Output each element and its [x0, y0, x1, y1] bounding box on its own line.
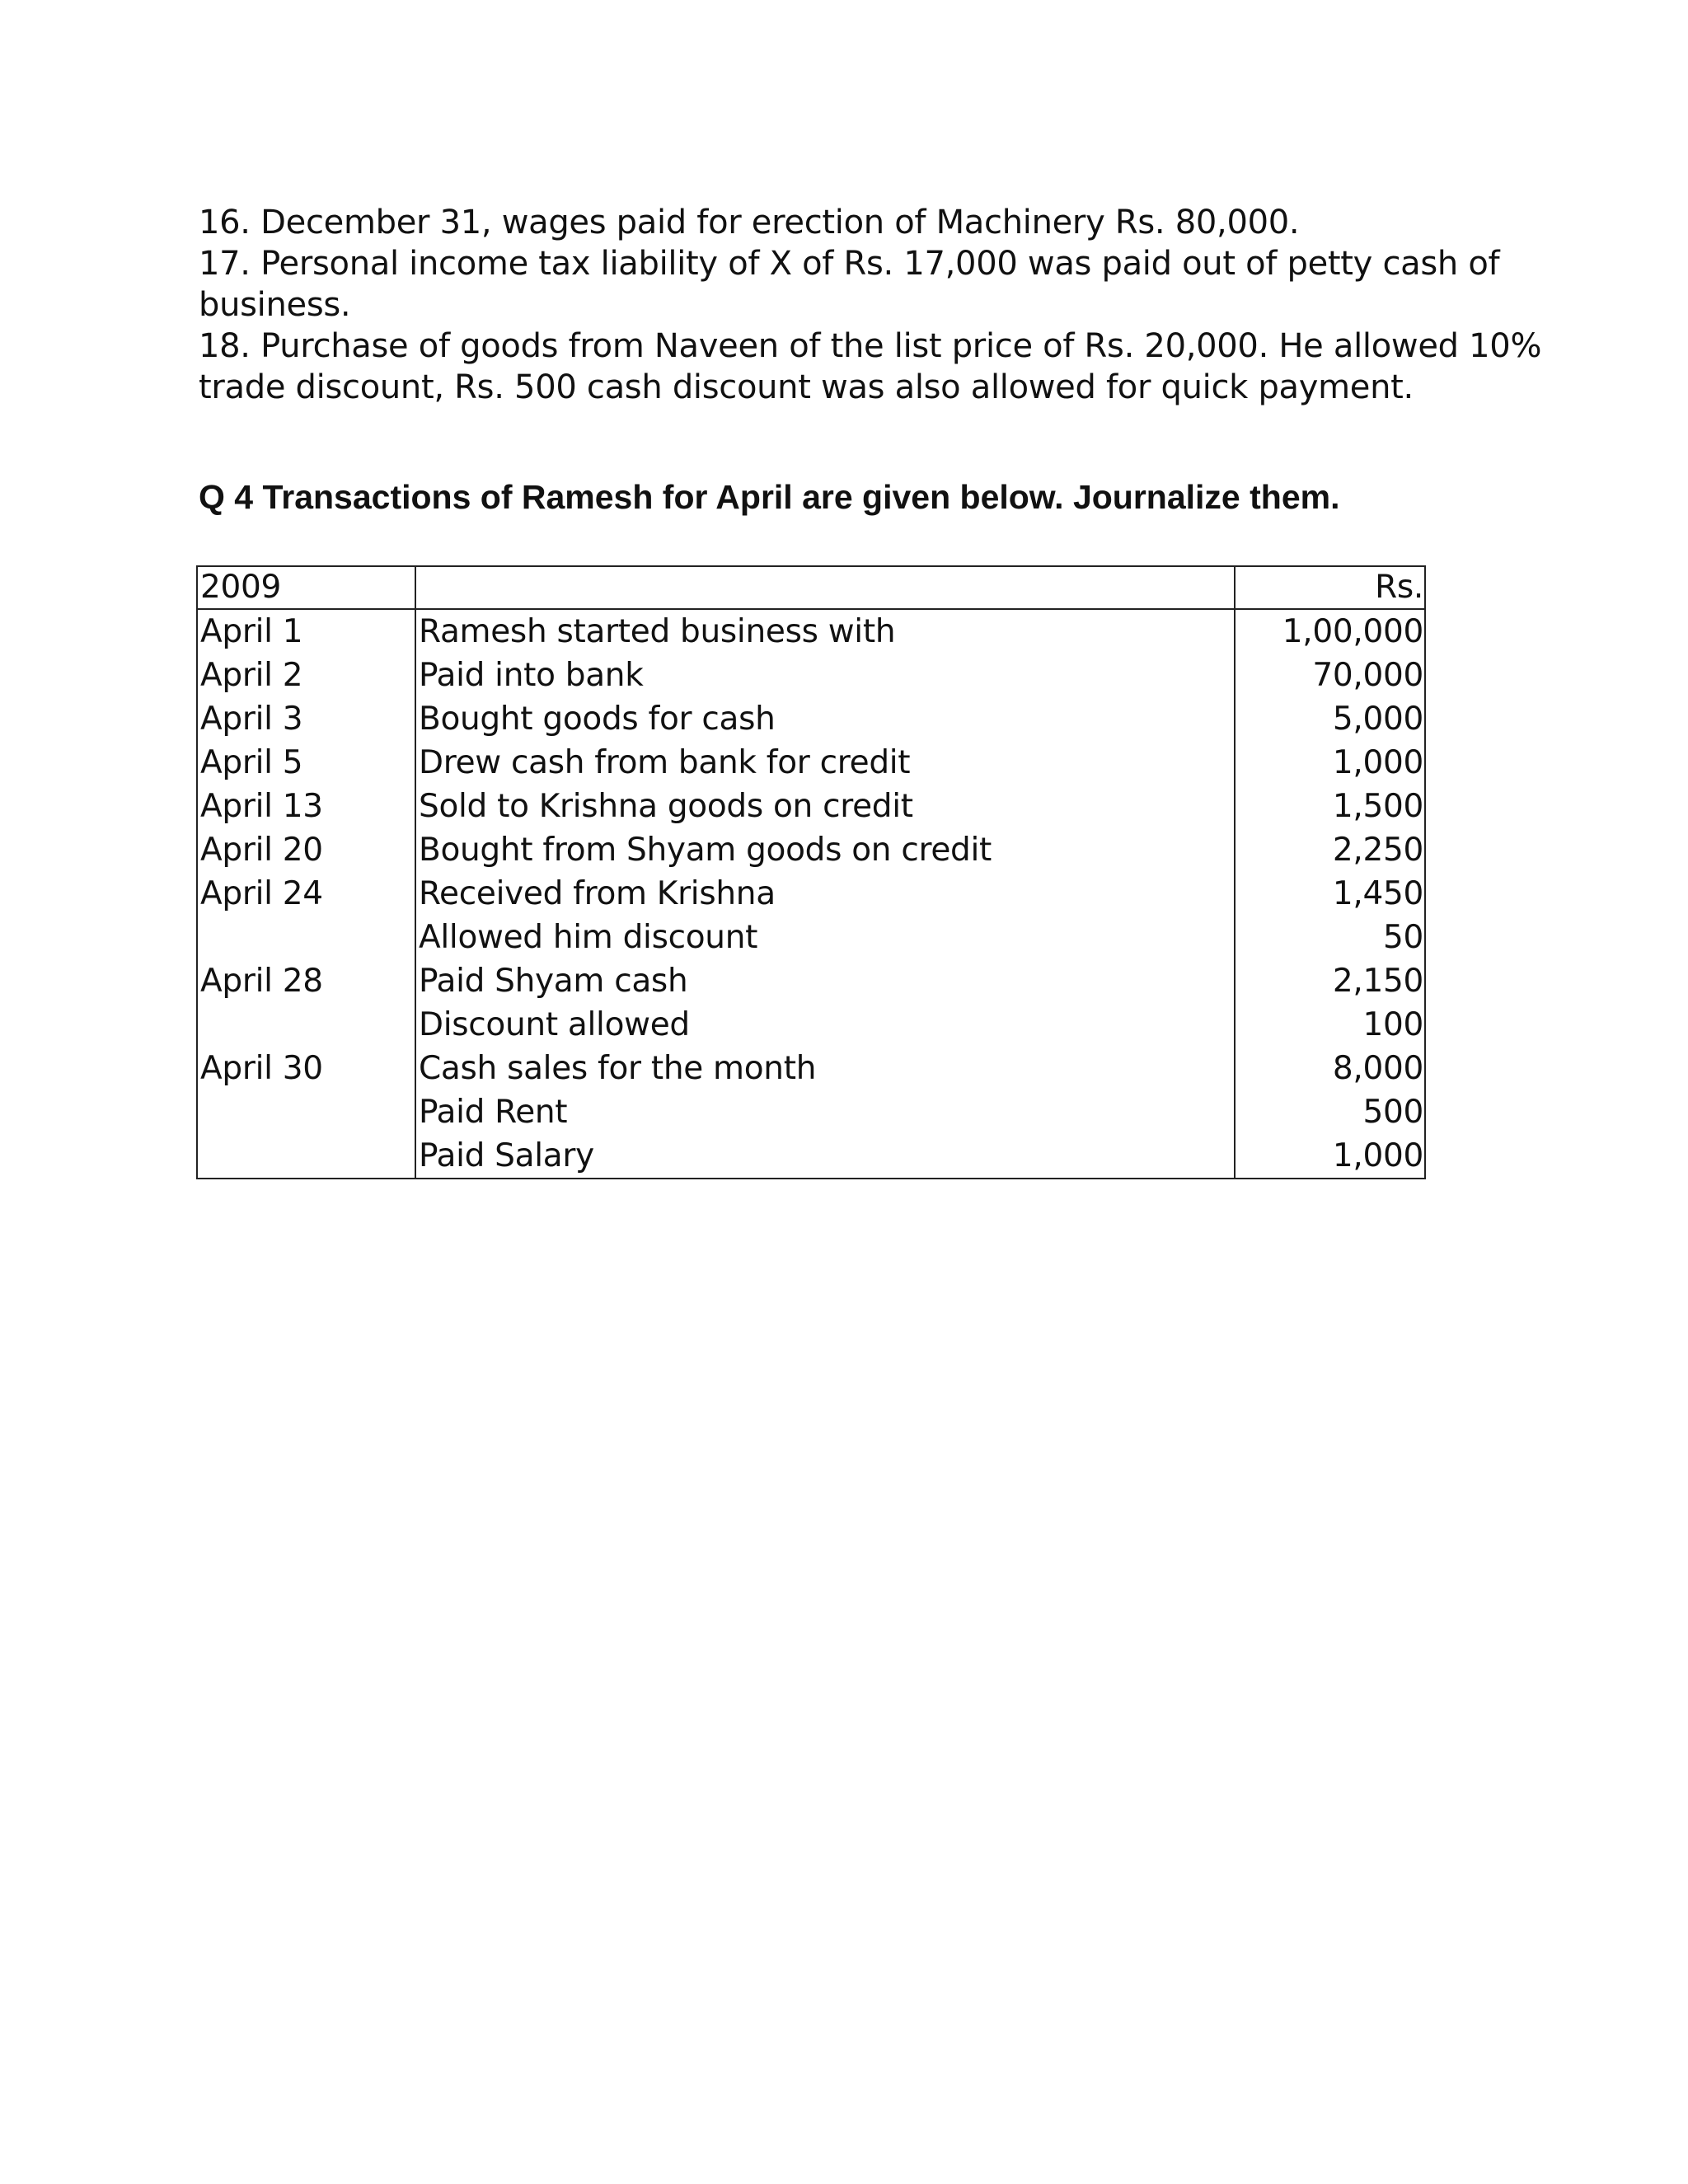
table-row: [197, 697, 1425, 741]
row-description: Bought from Shyam goods on credit: [415, 828, 1235, 872]
row-date: April 2: [197, 654, 415, 697]
transactions-table: [196, 565, 1426, 1179]
item-17-text-line-2: business.: [199, 286, 351, 324]
header-description: [415, 566, 1235, 609]
table-row: [197, 1134, 1425, 1179]
row-amount: 2,150: [1235, 959, 1425, 1003]
row-amount: 8,000: [1235, 1047, 1425, 1090]
row-description: Paid Salary: [415, 1134, 1235, 1179]
row-description: Paid Rent: [415, 1090, 1235, 1134]
item-17-text-line-1: 17. Personal income tax liability of X of Rs. 17,000 was paid out of petty cash of: [199, 245, 1500, 283]
row-description: Bought goods for cash: [415, 697, 1235, 741]
item-16-text: 16. December 31, wages paid for erection of Machinery Rs. 80,000.: [199, 204, 1300, 241]
row-date: [197, 1003, 415, 1047]
question-4-heading: Q 4 Transactions of Ramesh for April are given below. Journalize them.: [199, 478, 1340, 516]
row-date: April 13: [197, 785, 415, 828]
table-row: [197, 741, 1425, 785]
row-description: Drew cash from bank for credit: [415, 741, 1235, 785]
row-date: April 3: [197, 697, 415, 741]
row-amount: 5,000: [1235, 697, 1425, 741]
row-date: [197, 1134, 415, 1179]
table-row: [197, 1047, 1425, 1090]
row-amount: 100: [1235, 1003, 1425, 1047]
row-description: Cash sales for the month: [415, 1047, 1235, 1090]
row-description: Ramesh started business with: [415, 609, 1235, 654]
row-date: April 1: [197, 609, 415, 654]
row-amount: 500: [1235, 1090, 1425, 1134]
table-row: [197, 1003, 1425, 1047]
table-row: [197, 872, 1425, 916]
row-amount: 50: [1235, 916, 1425, 959]
table-row: [197, 916, 1425, 959]
row-date: April 24: [197, 872, 415, 916]
row-amount: 2,250: [1235, 828, 1425, 872]
row-amount: 1,000: [1235, 741, 1425, 785]
header-amount: Rs.: [1235, 566, 1425, 609]
table-row: [197, 959, 1425, 1003]
row-description: Paid into bank: [415, 654, 1235, 697]
row-date: April 28: [197, 959, 415, 1003]
table-row: [197, 828, 1425, 872]
row-description: Allowed him discount: [415, 916, 1235, 959]
row-description: Sold to Krishna goods on credit: [415, 785, 1235, 828]
row-date: [197, 1090, 415, 1134]
row-amount: 1,000: [1235, 1134, 1425, 1179]
row-amount: 70,000: [1235, 654, 1425, 697]
row-date: April 5: [197, 741, 415, 785]
row-description: Paid Shyam cash: [415, 959, 1235, 1003]
row-date: April 20: [197, 828, 415, 872]
row-amount: 1,500: [1235, 785, 1425, 828]
row-amount: 1,450: [1235, 872, 1425, 916]
row-description: Received from Krishna: [415, 872, 1235, 916]
table-header-row: [197, 566, 1425, 609]
row-date: [197, 916, 415, 959]
row-amount: 1,00,000: [1235, 609, 1425, 654]
item-18-text-line-2: trade discount, Rs. 500 cash discount was also allowed for quick payment.: [199, 368, 1414, 406]
item-18-text-line-1: 18. Purchase of goods from Naveen of the list price of Rs. 20,000. He allowed 10%: [199, 327, 1542, 365]
table-row: [197, 654, 1425, 697]
table-row: [197, 609, 1425, 654]
row-date: April 30: [197, 1047, 415, 1090]
header-year: 2009: [197, 566, 415, 609]
row-description: Discount allowed: [415, 1003, 1235, 1047]
table-row: [197, 1090, 1425, 1134]
table-row: [197, 785, 1425, 828]
